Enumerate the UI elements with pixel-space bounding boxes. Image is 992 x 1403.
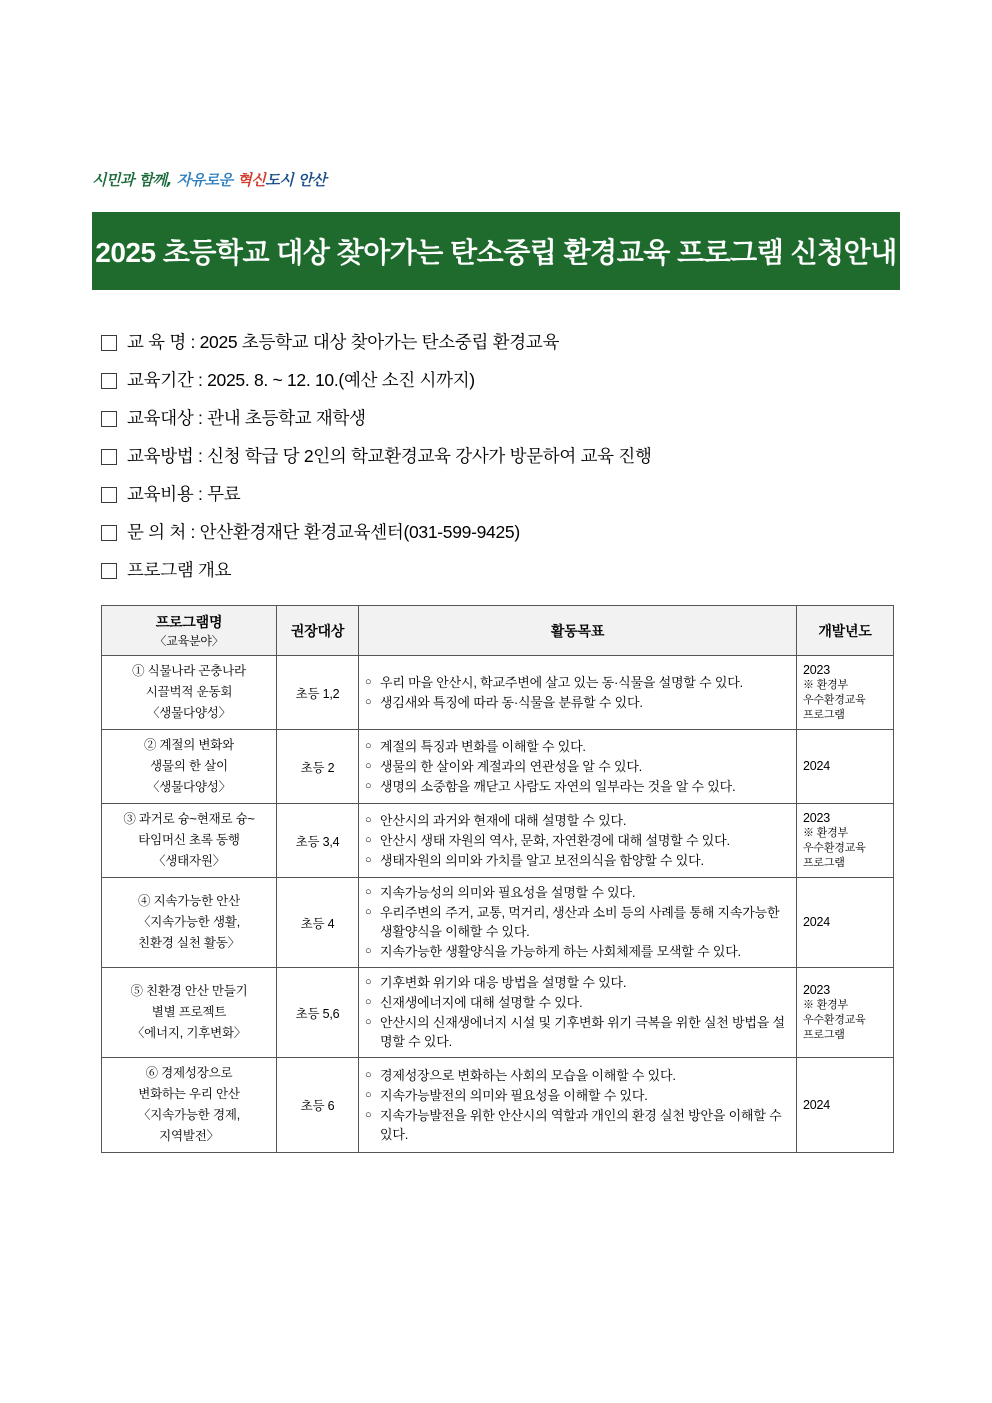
page-title: 2025 초등학교 대상 찾아가는 탄소중립 환경교육 프로그램 신청안내: [95, 237, 897, 268]
goal-item: ○ 지속가능발전의 의미와 필요성을 이해할 수 있다.: [365, 1086, 790, 1105]
table-row: [102, 1058, 894, 1153]
program-field: 〈생태자원〉: [152, 854, 226, 868]
logo-segment-1: 시민과 함께,: [92, 171, 172, 189]
list-item: [101, 406, 901, 431]
checkbox-icon: [101, 335, 117, 351]
cell-program-name: [102, 656, 277, 730]
table-body: [102, 656, 894, 1153]
city-logo-text: [92, 163, 326, 197]
cell-goals: [359, 804, 797, 878]
bullet-label: 교육비용 : 무료: [127, 484, 241, 504]
list-item: [101, 558, 901, 583]
cell-target: 초등 5,6: [277, 968, 359, 1058]
goal-item: ○ 생태자원의 의미와 가치를 알고 보전의식을 함양할 수 있다.: [365, 851, 790, 870]
cell-year: [797, 878, 894, 968]
list-item: [101, 520, 901, 545]
year-note: ※ 환경부 우수환경교육 프로그램: [803, 678, 866, 721]
goal-item: ○ 지속가능한 생활양식을 가능하게 하는 사회체제를 모색할 수 있다.: [365, 942, 790, 961]
bullet-label: 교육기간 : 2025. 8. ~ 12. 10.(예산 소진 시까지): [127, 370, 475, 390]
cell-year: [797, 804, 894, 878]
cell-target: 초등 4: [277, 878, 359, 968]
year-value: 2023: [803, 810, 831, 825]
bullet-label: 문 의 처 : 안산환경재단 환경교육센터(031-599-9425): [127, 522, 520, 542]
column-header-goal: 활동목표: [359, 606, 797, 656]
table-row: [102, 968, 894, 1058]
cell-year: [797, 730, 894, 804]
goal-item: ○ 신재생에너지에 대해 설명할 수 있다.: [365, 993, 790, 1012]
cell-program-name: [102, 878, 277, 968]
column-header-program-name-main: 프로그램명: [155, 614, 223, 630]
table-header-row: [102, 606, 894, 656]
program-field: 〈지속가능한 생활, 친환경 실천 활동〉: [138, 915, 240, 950]
cell-target: 초등 2: [277, 730, 359, 804]
table-row: [102, 878, 894, 968]
checkbox-icon: [101, 373, 117, 389]
cell-program-name: [102, 968, 277, 1058]
program-name-line2: 타임머신 초록 동행: [138, 833, 240, 847]
checkbox-icon: [101, 487, 117, 503]
bullet-label: 교육방법 : 신청 학급 당 2인의 학교환경교육 강사가 방문하여 교육 진행: [127, 446, 652, 466]
cell-program-name: [102, 730, 277, 804]
goal-list: [365, 883, 790, 961]
info-bullet-list: [101, 330, 901, 596]
goal-item: ○ 기후변화 위기와 대응 방법을 설명할 수 있다.: [365, 973, 790, 992]
list-item: [101, 368, 901, 393]
goal-list: [365, 973, 790, 1051]
bullet-label: 교 육 명 : 2025 초등학교 대상 찾아가는 탄소중립 환경교육: [127, 332, 560, 352]
table-row: [102, 730, 894, 804]
list-item: [101, 444, 901, 469]
bullet-label: 교육대상 : 관내 초등학교 재학생: [127, 408, 366, 428]
table-row: [102, 804, 894, 878]
logo-segment-2: 자유로운: [171, 171, 238, 189]
goal-item: ○ 안산시의 과거와 현재에 대해 설명할 수 있다.: [365, 811, 790, 830]
year-value: 2024: [803, 759, 831, 773]
goal-item: ○ 경제성장으로 변화하는 사회의 모습을 이해할 수 있다.: [365, 1066, 790, 1085]
program-name-line1: ② 계절의 변화와: [143, 738, 235, 752]
goal-list: [365, 737, 790, 796]
program-field: 〈생물다양성〉: [147, 780, 231, 794]
program-name-line1: ⑤ 친환경 안산 만들기: [130, 984, 248, 998]
cell-target: 초등 6: [277, 1058, 359, 1153]
cell-goals: [359, 730, 797, 804]
checkbox-icon: [101, 449, 117, 465]
cell-goals: [359, 878, 797, 968]
logo-segment-3: 혁신: [237, 171, 266, 189]
cell-year: [797, 1058, 894, 1153]
column-header-year: 개발년도: [797, 606, 894, 656]
list-item: [101, 482, 901, 507]
program-name-line2: 별별 프로젝트: [151, 1005, 227, 1019]
goal-list: [365, 1066, 790, 1144]
logo-segment-4: 도시 안산: [265, 171, 326, 189]
year-note: ※ 환경부 우수환경교육 프로그램: [803, 826, 866, 869]
checkbox-icon: [101, 563, 117, 579]
goal-item: ○ 생물의 한 살이와 계절과의 연관성을 알 수 있다.: [365, 757, 790, 776]
goal-list: [365, 673, 790, 712]
goal-item: ○ 안산시 생태 자원의 역사, 문화, 자연환경에 대해 설명할 수 있다.: [365, 831, 790, 850]
goal-item: ○ 지속가능성의 의미와 필요성을 설명할 수 있다.: [365, 883, 790, 902]
program-name-line1: ③ 과거로 슝~현재로 슝~: [123, 812, 255, 826]
program-name-line1: ④ 지속가능한 안산: [138, 894, 240, 908]
column-header-program-name-sub: 〈교육분야〉: [154, 634, 224, 648]
cell-program-name: [102, 804, 277, 878]
cell-year: [797, 656, 894, 730]
program-name-line1: ① 식물나라 곤충나라: [132, 664, 246, 678]
year-value: 2024: [803, 915, 831, 929]
goal-item: ○ 계절의 특징과 변화를 이해할 수 있다.: [365, 737, 790, 756]
program-name-line2: 변화하는 우리 안산: [138, 1087, 240, 1101]
page-title-band: [92, 212, 900, 290]
year-value: 2023: [803, 982, 831, 997]
checkbox-icon: [101, 525, 117, 541]
column-header-target: 권장대상: [277, 606, 359, 656]
program-name-line1: ⑥ 경제성장으로: [145, 1066, 233, 1080]
year-value: 2024: [803, 1097, 831, 1112]
bullet-label: 프로그램 개요: [127, 560, 232, 580]
program-name-line2: 생물의 한 살이: [150, 759, 228, 773]
program-name-line2: 시끌벅적 운동회: [145, 685, 233, 699]
program-field: 〈지속가능한 경제, 지역발전〉: [138, 1108, 240, 1143]
program-table: [101, 605, 894, 1153]
table-row: [102, 656, 894, 730]
goal-item: ○ 우리주변의 주거, 교통, 먹거리, 생산과 소비 등의 사례를 통해 지속가능한 생활양식을 이해할 수 있다.: [365, 903, 790, 941]
cell-target: 초등 1,2: [277, 656, 359, 730]
year-value: 2023: [803, 662, 831, 677]
cell-program-name: [102, 1058, 277, 1153]
cell-year: [797, 968, 894, 1058]
goal-item: ○ 생명의 소중함을 깨닫고 사람도 자연의 일부라는 것을 알 수 있다.: [365, 777, 790, 796]
program-field: 〈에너지, 기후변화〉: [131, 1026, 247, 1040]
goal-list: [365, 811, 790, 870]
cell-target: 초등 3,4: [277, 804, 359, 878]
year-note: ※ 환경부 우수환경교육 프로그램: [803, 998, 866, 1041]
goal-item: ○ 안산시의 신재생에너지 시설 및 기후변화 위기 극복을 위한 실천 방법을 설명할 수 있다.: [365, 1013, 790, 1051]
cell-goals: [359, 968, 797, 1058]
list-item: [101, 330, 901, 355]
goal-item: ○ 우리 마을 안산시, 학교주변에 살고 있는 동·식물을 설명할 수 있다.: [365, 673, 790, 692]
program-field: 〈생물다양성〉: [147, 706, 231, 720]
cell-goals: [359, 1058, 797, 1153]
column-header-program-name: [102, 606, 277, 656]
goal-item: ○ 지속가능발전을 위한 안산시의 역할과 개인의 환경 실천 방안을 이해할 수 있다.: [365, 1106, 790, 1144]
checkbox-icon: [101, 411, 117, 427]
cell-goals: [359, 656, 797, 730]
city-logo: [92, 163, 326, 197]
goal-item: ○ 생김새와 특징에 따라 동·식물을 분류할 수 있다.: [365, 693, 790, 712]
